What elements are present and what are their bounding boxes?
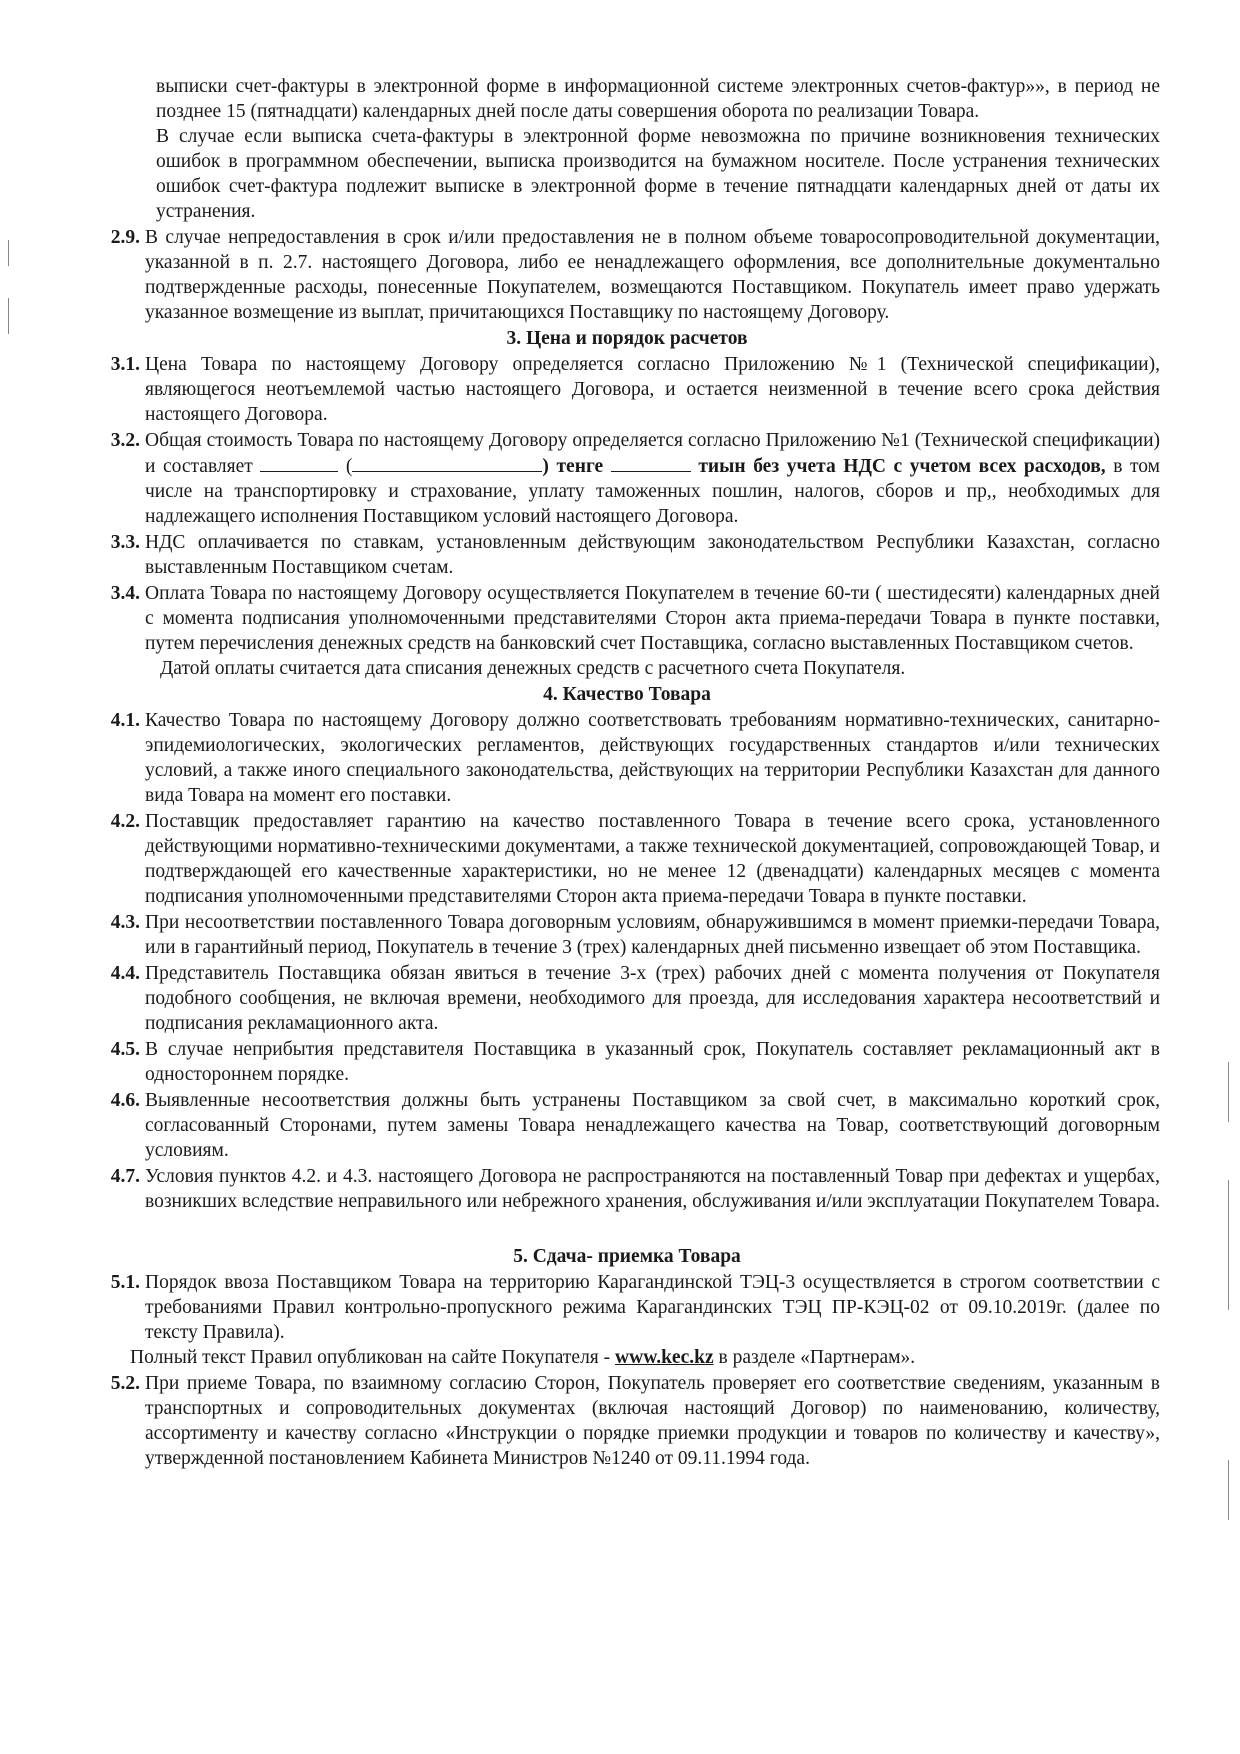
clause-number: 5.2. <box>110 1373 140 1394</box>
clause-number: 3.2. <box>110 430 140 451</box>
clause-4-5 <box>94 1037 1160 1087</box>
clause-4-6 <box>94 1088 1160 1163</box>
clause-text: Условия пунктов 4.2. и 4.3. настоящего Договора не распространяются на поставленный Товар при дефектах и ущербах, возникших вследствие неправильного или небрежного хранения, обслуживания и/или эксплуатации Покупателем Товара. <box>145 1166 1160 1212</box>
clause-text: Цена Товара по настоящему Договору определяется согласно Приложению №1 (Технической спецификации), являющегося неотъемлемой частью настоящего Договора, и остается неизменной в течение всего срока действия настоящего Договора. <box>145 354 1160 425</box>
clause-text: Оплата Товара по настоящему Договору осуществляется Покупателем в течение 60-ти ( шестидесяти) календарных дней с момента подписания уполномоченными представителями Сторон акта приема-передачи Товара в пункте поставки, путем перечисления денежных средств на банковский счет Поставщика, согласно выставленных Поставщиком счетов. <box>145 583 1160 654</box>
paragraph-payment-date: Датой оплаты считается дата списания денежных средств с расчетного счета Покупателя. <box>160 658 906 679</box>
clause-number: 4.3. <box>110 912 140 933</box>
clause-text: НДС оплачивается по ставкам, установленным действующим законодательством Республики Казахстан, согласно выставленным Поставщиком счетам. <box>145 532 1160 578</box>
clause-3-3 <box>94 530 1160 580</box>
section-heading-4: 4. Качество Товара <box>543 684 711 705</box>
clause-number: 3.3. <box>110 532 140 553</box>
clause-text-part: Общая стоимость Товара по настоящему Договору определяется согласно Приложению №1 (Технической спецификации) и составляет <box>145 430 1160 477</box>
amount-blank[interactable] <box>260 453 338 472</box>
paragraph-text: в разделе «Партнерам». <box>713 1347 916 1368</box>
clause-text: Представитель Поставщика обязан явиться в течение 3-х (трех) рабочих дней с момента получения от Покупателя подобного сообщения, не включая времени, необходимого для проезда, для исследования характера несоответствий и подписания рекламационного акта. <box>145 963 1160 1034</box>
clause-4-4 <box>94 961 1160 1036</box>
scan-mark <box>8 240 9 266</box>
clause-text: Выявленные несоответствия должны быть устранены Поставщиком за свой счет, в максимально короткий срок, согласованный Сторонами, путем замены Товара ненадлежащего качества на Товар, соответствующий договорным условиям. <box>145 1090 1160 1161</box>
clause-number: 3.4. <box>110 583 140 604</box>
clause-text: Поставщик предоставляет гарантию на качество поставленного Товара в течение всего срока, установленного действующими нормативно-техническими документами, а также технической документацией, сопровождающей Товар, и подтверждающей его качественные характеристики, но не менее 12 (двенадцати) календарных месяцев с момента подписания уполномоченными представителями Сторон акта приема-передачи Товара в пункте поставки. <box>145 811 1160 907</box>
document-body <box>94 74 1160 1471</box>
clause-number: 4.7. <box>110 1166 140 1187</box>
clause-3-2 <box>94 428 1160 529</box>
paragraph-invoice-deadline: выписки счет-фактуры в электронной форме в информационной системе электронных счетов-фактур»», в период не позднее 15 (пятнадцати) календарных дней после даты совершения оборота по реализации Товара. <box>156 76 1160 122</box>
scan-mark <box>1228 1460 1229 1520</box>
clause-text: При приеме Товара, по взаимному согласию Сторон, Покупатель проверяет его соответствие сведениям, указанным в транспортных и сопроводительных документах (включая настоящий Договор) по наименованию, количеству, ассортименту и качеству согласно «Инструкции о порядке приемки продукции и товаров по количеству и качеству», утвержденной постановлением Кабинета Министров №1240 от 09.11.1994 года. <box>145 1373 1160 1469</box>
section-heading-5: 5. Сдача- приемка Товара <box>513 1246 741 1267</box>
clause-5-2 <box>94 1371 1160 1471</box>
clause-number: 5.1. <box>110 1272 140 1293</box>
scan-mark <box>8 298 9 334</box>
clause-number: 4.2. <box>110 811 140 832</box>
clause-number: 3.1. <box>110 354 140 375</box>
clause-text <box>145 428 1160 529</box>
clause-4-2 <box>94 809 1160 909</box>
clause-text-part: ) тенге <box>542 456 611 477</box>
paragraph-rules-link <box>94 1345 1160 1370</box>
clause-number: 4.1. <box>110 710 140 731</box>
tiyn-blank[interactable] <box>611 453 691 472</box>
scan-mark <box>1228 1062 1229 1122</box>
clause-3-1 <box>94 352 1160 427</box>
clause-2-9 <box>94 225 1160 325</box>
clause-3-4 <box>94 581 1160 656</box>
amount-words-blank[interactable] <box>352 453 542 472</box>
scan-mark <box>1228 1180 1229 1310</box>
clause-text: В случае непредоставления в срок и/или предоставления не в полном объеме товаросопроводительной документации, указанной в п. 2.7. настоящего Договора, либо ее ненадлежащего оформления, все дополнительные документально подтвержденные расходы, понесенные Покупателем, возмещаются Поставщиком. Покупатель имеет право удержать указанное возмещение из выплат, причитающихся Поставщику по настоящему Договору. <box>145 227 1160 323</box>
paragraph-text: Полный текст Правил опубликован на сайте Покупателя - <box>130 1347 616 1368</box>
section-heading-3: 3. Цена и порядок расчетов <box>506 328 748 349</box>
paragraph-invoice-paper: В случае если выписка счета-фактуры в электронной форме невозможна по причине возникновения технических ошибок в программном обеспечении, выписка производится на бумажном носителе. После устранения технических ошибок счет-фактура подлежит выписке в электронной форме в течение пятнадцати календарных дней от даты их устранения. <box>156 126 1160 222</box>
clause-text: При несоответствии поставленного Товара договорным условиям, обнаружившимся в момент приемки-передачи Товара, или в гарантийный период, Покупатель в течение 3 (трех) календарных дней письменно извещает об этом Поставщика. <box>145 912 1160 958</box>
clause-4-1 <box>94 708 1160 808</box>
clause-text: Порядок ввоза Поставщиком Товара на территорию Карагандинской ТЭЦ-3 осуществляется в строгом соответствии с требованиями Правил контрольно-пропускного режима Карагандинских ТЭЦ ПР-КЭЦ-02 от 09.10.2019г. (далее по тексту Правила). <box>145 1272 1160 1343</box>
clause-number: 2.9. <box>110 227 140 248</box>
clause-text-part: в том числе на транспортировку и страхование, уплату таможенных пошлин, налогов, сборов и пр,, необходимых для надлежащего исполнения Поставщиком условий настоящего Договора. <box>145 456 1160 527</box>
clause-4-7 <box>94 1164 1160 1214</box>
clause-text: Качество Товара по настоящему Договору должно соответствовать требованиям нормативно-технических, санитарно-эпидемиологических, экологических регламентов, действующих государственных стандартов и/или технических условий, а также иного специального законодательства, действующих на территории Республики Казахстан для данного вида Товара на момент его поставки. <box>145 710 1160 806</box>
clause-text-part: тиын без учета НДС с учетом всех расходов, <box>690 456 1106 477</box>
clause-number: 4.4. <box>110 963 140 984</box>
clause-text-part: ( <box>338 456 353 477</box>
clause-number: 4.5. <box>110 1039 140 1060</box>
clause-5-1 <box>94 1270 1160 1345</box>
website-link[interactable]: www.kec.kz <box>615 1347 714 1368</box>
clause-number: 4.6. <box>110 1090 140 1111</box>
clause-text: В случае неприбытия представителя Поставщика в указанный срок, Покупатель составляет рекламационный акт в одностороннем порядке. <box>145 1039 1160 1085</box>
clause-4-3 <box>94 910 1160 960</box>
